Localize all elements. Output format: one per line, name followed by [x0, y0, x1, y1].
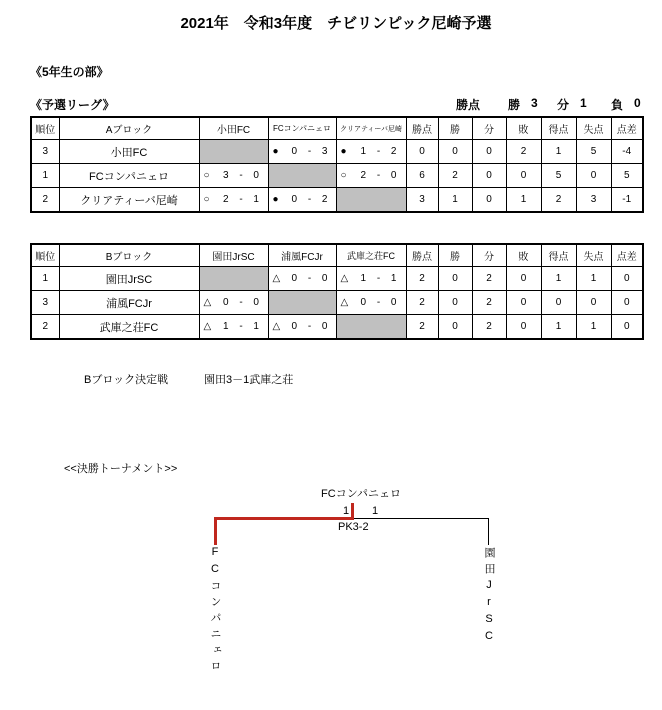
column-header-stat: 失点	[576, 244, 611, 267]
column-header-rank: 順位	[31, 244, 59, 267]
winner-horizontal-line	[214, 517, 354, 520]
win-label: 勝	[508, 98, 521, 112]
match-result-cell	[336, 267, 406, 291]
column-header-stat: 勝点	[406, 244, 438, 267]
rank-cell: 3	[31, 140, 59, 164]
column-header-stat: 敗	[506, 244, 541, 267]
match-score: 1 - 1	[360, 273, 397, 284]
block-a-standings-table	[30, 116, 644, 213]
match-score: 0 - 0	[222, 297, 259, 308]
match-result-cell	[336, 140, 406, 164]
column-header-stat: 勝点	[406, 117, 438, 140]
column-header-opponent: 小田FC	[199, 117, 268, 140]
column-header-stat: 敗	[506, 117, 541, 140]
self-match-cell	[268, 291, 336, 315]
match-result-cell	[268, 315, 336, 340]
match-score: 1 - 1	[222, 321, 259, 332]
column-header-stat: 勝	[438, 244, 472, 267]
division-heading: 《5年生の部》	[30, 65, 109, 79]
match-result-cell	[268, 140, 336, 164]
stat-cell: 2	[406, 291, 438, 315]
table-row	[31, 164, 643, 188]
match-result-cell	[268, 267, 336, 291]
column-header-block: Bブロック	[59, 244, 199, 267]
stat-cell: 0	[406, 140, 438, 164]
stat-cell: 1	[438, 188, 472, 213]
stat-cell: 6	[406, 164, 438, 188]
column-header-stat: 点差	[611, 244, 643, 267]
column-header-stat: 勝	[438, 117, 472, 140]
header-row	[31, 244, 643, 267]
stat-cell: 1	[576, 315, 611, 340]
self-match-cell	[268, 164, 336, 188]
stat-cell: 3	[576, 188, 611, 213]
draw-points: 1	[580, 96, 587, 110]
stat-cell: 2	[472, 315, 506, 340]
rank-cell: 3	[31, 291, 59, 315]
stat-cell: 2	[438, 164, 472, 188]
loss-points: 0	[634, 96, 641, 110]
column-header-stat: 失点	[576, 117, 611, 140]
stat-cell: 2	[472, 267, 506, 291]
runner-up-vertical-line	[488, 518, 489, 545]
column-header-stat: 得点	[541, 117, 576, 140]
result-mark: ○	[340, 170, 347, 181]
final-winner-name: FCコンパニェロ	[321, 488, 401, 500]
stat-cell: 1	[541, 267, 576, 291]
column-header-stat: 分	[472, 117, 506, 140]
match-score: 0 - 0	[360, 297, 397, 308]
result-mark: △	[340, 297, 349, 308]
stat-cell: 0	[438, 315, 472, 340]
match-score: 2 - 1	[222, 194, 259, 205]
team-name-cell: クリアティーバ尼崎	[59, 188, 199, 213]
rank-cell: 1	[31, 164, 59, 188]
stat-cell: 2	[472, 291, 506, 315]
draw-label: 分	[557, 98, 570, 112]
result-mark: △	[272, 321, 281, 332]
stat-cell: 2	[406, 315, 438, 340]
stat-cell: 0	[541, 291, 576, 315]
runner-up-horizontal-line	[354, 518, 489, 519]
final-tournament-heading: <<決勝トーナメント>>	[64, 463, 178, 475]
column-header-opponent: 武庫之荘FC	[336, 244, 406, 267]
team-name-cell: FCコンパニェロ	[59, 164, 199, 188]
stat-cell: 0	[472, 188, 506, 213]
stat-cell: 0	[438, 291, 472, 315]
table-row	[31, 140, 643, 164]
stat-cell: 0	[472, 140, 506, 164]
match-result-cell	[336, 164, 406, 188]
result-mark: ●	[272, 194, 279, 205]
stat-cell: 5	[576, 140, 611, 164]
stat-cell: 2	[541, 188, 576, 213]
team-name-cell: 浦風FCJr	[59, 291, 199, 315]
match-result-cell	[336, 291, 406, 315]
result-mark: △	[272, 273, 281, 284]
column-header-stat: 点差	[611, 117, 643, 140]
column-header-opponent: クリアティーバ尼崎	[336, 117, 406, 140]
self-match-cell	[336, 188, 406, 213]
match-score: 0 - 0	[291, 321, 328, 332]
stat-cell: 0	[438, 140, 472, 164]
result-mark: ●	[272, 146, 279, 157]
result-mark: ●	[340, 146, 347, 157]
result-mark: ○	[203, 170, 210, 181]
win-points: 3	[531, 96, 538, 110]
stat-cell: 1	[506, 188, 541, 213]
result-mark: △	[340, 273, 349, 284]
rank-cell: 2	[31, 315, 59, 340]
match-result-cell	[199, 315, 268, 340]
self-match-cell	[336, 315, 406, 340]
header-row	[31, 117, 643, 140]
match-score: 3 - 0	[222, 170, 259, 181]
match-result-cell	[199, 188, 268, 213]
final-score-left: 1	[343, 505, 350, 517]
loss-label: 負	[611, 98, 624, 112]
playoff-label: Bブロック決定戦	[84, 374, 169, 386]
column-header-rank: 順位	[31, 117, 59, 140]
final-pk-result: PK3-2	[338, 521, 369, 533]
rank-cell: 1	[31, 267, 59, 291]
stat-cell: 1	[541, 315, 576, 340]
team-name-cell: 小田FC	[59, 140, 199, 164]
winner-vertical-line	[214, 517, 217, 545]
team-name-cell: 園田JrSC	[59, 267, 199, 291]
stat-cell: 3	[406, 188, 438, 213]
table-row	[31, 291, 643, 315]
stat-cell: 2	[406, 267, 438, 291]
page-title: 2021年 令和3年度 チビリンピック尼崎予選	[180, 15, 492, 32]
column-header-opponent: FCコンパニェロ	[268, 117, 336, 140]
stat-cell: 5	[611, 164, 643, 188]
table-row	[31, 188, 643, 213]
column-header-opponent: 園田JrSC	[199, 244, 268, 267]
table-row	[31, 267, 643, 291]
stat-cell: 0	[576, 164, 611, 188]
column-header-opponent: 浦風FCJr	[268, 244, 336, 267]
self-match-cell	[199, 267, 268, 291]
final-score-right: 1	[372, 505, 379, 517]
match-score: 0 - 2	[291, 194, 328, 205]
result-mark: △	[203, 321, 212, 332]
stat-cell: 0	[472, 164, 506, 188]
stat-cell: 5	[541, 164, 576, 188]
stat-cell: 0	[506, 291, 541, 315]
team-name-cell: 武庫之荘FC	[59, 315, 199, 340]
match-score: 2 - 0	[360, 170, 397, 181]
match-result-cell	[199, 291, 268, 315]
finalist-left-name: FCコンパニェロ	[209, 546, 221, 676]
stat-cell: -1	[611, 188, 643, 213]
stat-cell: 0	[611, 315, 643, 340]
match-score: 1 - 2	[360, 146, 397, 157]
match-result-cell	[268, 188, 336, 213]
stat-cell: 0	[506, 164, 541, 188]
points-label: 勝点	[456, 98, 481, 112]
column-header-block: Aブロック	[59, 117, 199, 140]
match-result-cell	[199, 164, 268, 188]
match-score: 0 - 0	[291, 273, 328, 284]
stat-cell: 1	[541, 140, 576, 164]
result-mark: ○	[203, 194, 210, 205]
stat-cell: -4	[611, 140, 643, 164]
stat-cell: 0	[611, 291, 643, 315]
block-b-standings-table	[30, 243, 644, 340]
league-heading: 《予選リーグ》	[30, 98, 115, 112]
stat-cell: 0	[506, 267, 541, 291]
stat-cell: 2	[506, 140, 541, 164]
column-header-stat: 分	[472, 244, 506, 267]
self-match-cell	[199, 140, 268, 164]
finalist-right-name: 園田JrSC	[483, 547, 495, 647]
stat-cell: 0	[576, 291, 611, 315]
playoff-result: 園田3－1武庫之荘	[204, 374, 294, 386]
result-mark: △	[203, 297, 212, 308]
stat-cell: 1	[576, 267, 611, 291]
stat-cell: 0	[506, 315, 541, 340]
table-row	[31, 315, 643, 340]
stat-cell: 0	[611, 267, 643, 291]
match-score: 0 - 3	[291, 146, 328, 157]
column-header-stat: 得点	[541, 244, 576, 267]
rank-cell: 2	[31, 188, 59, 213]
stat-cell: 0	[438, 267, 472, 291]
